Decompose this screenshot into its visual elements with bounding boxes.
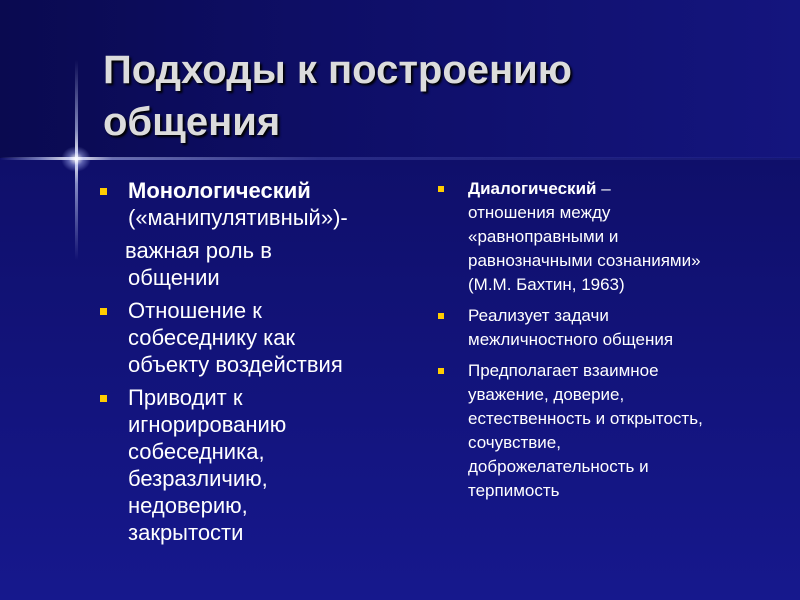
bullet-item-interpersonal [438, 304, 783, 352]
item-line: закрытости [128, 520, 244, 545]
item-line: терпимость [468, 481, 560, 500]
item-heading: Диалогический [468, 179, 597, 198]
item-line: уважение, доверие, [468, 385, 625, 404]
bullet-square-icon [100, 395, 107, 402]
bullet-square-icon [438, 313, 444, 319]
item-line: объекту воздействия [128, 352, 343, 377]
item-line: сочувствие, [468, 433, 561, 452]
item-line: Предполагает взаимное [468, 361, 659, 380]
item-line: («манипулятивный»)- [128, 205, 348, 230]
subtext-block [100, 237, 420, 291]
left-column [100, 177, 420, 546]
item-heading: Монологический [128, 178, 311, 203]
item-line: (М.М. Бахтин, 1963) [468, 275, 625, 294]
item-line: – [596, 179, 611, 198]
bullet-square-icon [438, 368, 444, 374]
light-flare-horizontal [0, 157, 800, 160]
item-line: отношения между [468, 203, 611, 222]
bullet-item-mutual-respect [438, 359, 783, 503]
item-line: межличностного общения [468, 330, 674, 349]
item-line: естественность и открытость, [468, 409, 703, 428]
right-column [438, 177, 783, 503]
light-flare-core [61, 146, 91, 172]
item-line: «равноправными и [468, 227, 619, 246]
item-line: доброжелательность и [468, 457, 649, 476]
item-line: игнорированию [128, 412, 287, 437]
title-line: общения [103, 100, 281, 144]
item-line: Отношение к [128, 298, 262, 323]
bullet-item-consequence [100, 384, 420, 546]
item-line: общении [128, 265, 220, 290]
bullet-square-icon [438, 186, 444, 192]
bullet-square-icon [100, 188, 107, 195]
title-line: Подходы к построению [103, 48, 572, 92]
item-line: собеседнику как [128, 325, 296, 350]
item-line: Реализует задачи [468, 306, 609, 325]
item-line: недоверию, [128, 493, 248, 518]
item-line: Приводит к [128, 385, 243, 410]
bullet-square-icon [100, 308, 107, 315]
slide-title [103, 44, 743, 148]
bullet-item-dialogic [438, 177, 783, 297]
item-line: важная роль в [125, 238, 272, 263]
bullet-item-monologic [100, 177, 420, 231]
item-line: равнозначными сознаниями» [468, 251, 701, 270]
bullet-item-attitude [100, 297, 420, 378]
item-line: безразличию, [128, 466, 268, 491]
item-line: собеседника, [128, 439, 265, 464]
